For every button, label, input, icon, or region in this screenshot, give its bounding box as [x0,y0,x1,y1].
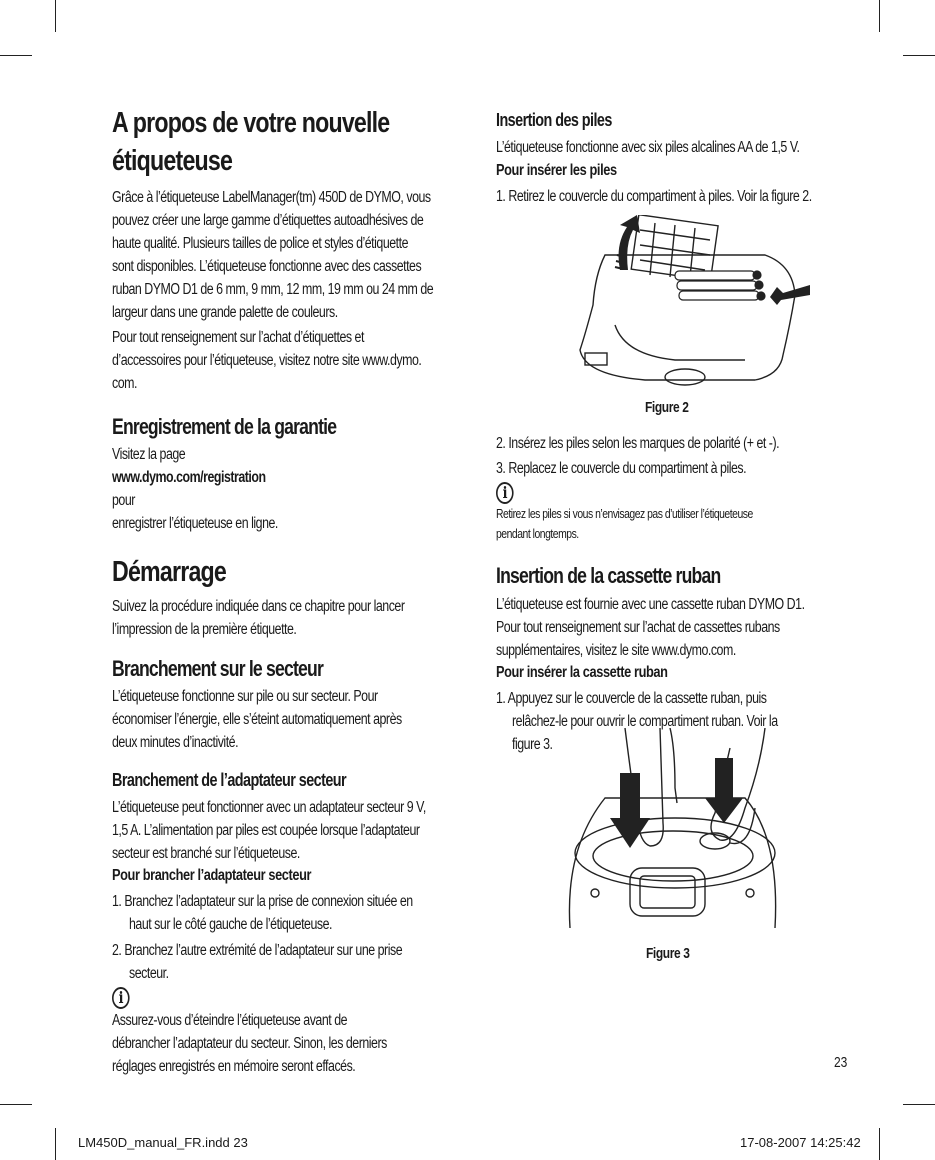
text-run: Assurez-vous d’éteindre l’étiqueteuse avant de [112,1012,348,1029]
purchase-paragraph [112,326,462,395]
text-line: supplémentaires, visitez le site www.dymo.com. [496,642,736,659]
crop-mark [0,55,32,56]
text-line: largeur dans une grande palette de couleurs. [112,304,338,321]
footer-filename: LM450D_manual_FR.indd 23 [78,1135,248,1150]
page-number-text: 23 [834,1054,848,1071]
title-line: A propos de votre nouvelle [112,107,390,139]
text-line: débrancher l’adaptateur du secteur. Sinon, les derniers [112,1035,387,1052]
adapter-heading [112,768,462,792]
text-line: haut sur le côté gauche de l’étiqueteuse. [129,916,332,933]
text-line: 3. Replacez le couvercle du compartiment à piles. [496,460,747,477]
text-line: L’étiqueteuse fonctionne sur pile ou sur secteur. Pour [112,688,378,705]
battery-note [496,482,841,544]
text-line: Pour tout renseignement sur l’achat d’étiquettes et [112,329,364,346]
text-line [112,987,392,1032]
cassette-heading [496,562,841,590]
text-run: Retirez les piles si vous n’envisagez pas d’utiliser l’étiqueteuse [496,506,753,521]
text-line: deux minutes d’inactivité. [112,734,239,751]
battery-step-3 [496,457,841,480]
caption-text: Figure 3 [646,945,690,962]
warranty-heading [112,413,462,441]
footer-timestamp: 17-08-2007 14:25:42 [740,1135,861,1150]
battery-step-2 [496,432,841,455]
text-run: pour [112,492,135,509]
text-line: d’accessoires pour l’étiqueteuse, visitez notre site www.dymo. [112,352,422,369]
heading-text: Insertion de la cassette ruban [496,563,721,588]
text-line: sont disponibles. L’étiqueteuse fonctionne avec des cassettes [112,258,422,275]
text-line: 1. Appuyez sur le couvercle de la cassette ruban, puis [496,690,767,707]
power-paragraph [112,685,462,754]
start-heading [112,553,462,591]
text-line: L’étiqueteuse est fournie avec une cassette ruban DYMO D1. [496,596,805,613]
crop-mark [903,1104,935,1105]
registration-link[interactable]: www.dymo.com/registration [112,469,266,486]
text-line: com. [112,375,137,392]
heading-text: Enregistrement de la garantie [112,414,337,439]
page-number [834,1054,851,1071]
heading-text: Branchement de l’adaptateur secteur [112,770,347,790]
crop-mark [879,1128,880,1160]
info-note [112,987,462,1078]
text-line: 1. Branchez l’adaptateur sur la prise de connexion située en [112,893,413,910]
text-line [112,443,392,512]
text-line: secteur. [129,965,169,982]
heading-text: Pour brancher l’adaptateur secteur [112,867,312,884]
right-column-lower [496,432,841,756]
heading-text: Branchement sur le secteur [112,656,324,681]
caption-text: Figure 2 [645,399,689,416]
power-heading [112,655,462,683]
text-line: Suivez la procédure indiquée dans ce chapitre pour lancer [112,598,405,615]
cassette-subheading [496,662,841,684]
left-column [112,104,462,1078]
text-line: 2. Insérez les piles selon les marques de polarité (+ et -). [496,435,780,452]
text-line: enregistrer l’étiqueteuse en ligne. [112,515,278,532]
connect-subheading [112,865,462,887]
text-line: L’étiqueteuse peut fonctionner avec un adaptateur secteur 9 V, [112,799,426,816]
text-line: 1. Retirez le couvercle du compartiment à piles. Voir la figure 2. [496,188,812,205]
page-title [112,104,462,180]
text-line: relâchez-le pour ouvrir le compartiment ruban. Voir la [512,713,778,730]
crop-mark [55,1128,56,1160]
text-line: Grâce à l’étiqueteuse LabelManager(tm) 450D de DYMO, vous [112,189,431,206]
text-line: Pour tout renseignement sur l’achat de cassettes rubans [496,619,780,636]
text-line: pouvez créer une large gamme d’étiquettes autoadhésives de [112,212,424,229]
battery-heading [496,108,841,132]
text-line: pendant longtemps. [496,526,579,541]
figure-3-caption [646,945,700,962]
text-line: secteur est branché sur l’étiqueteuse. [112,845,300,862]
text-line: 1,5 A. L’alimentation par piles est coupée lorsque l’adaptateur [112,822,420,839]
text-line: figure 3. [512,736,553,753]
text-line [496,482,772,524]
start-paragraph [112,595,462,641]
text-line: réglages enregistrés en mémoire seront effacés. [112,1058,356,1075]
crop-mark [879,0,880,32]
heading-text: Pour insérer les piles [496,162,617,179]
heading-text: Pour insérer la cassette ruban [496,664,668,681]
battery-step-1 [496,185,841,208]
info-icon: i [112,987,130,1009]
figure-2-illustration [565,215,815,390]
step-2 [112,939,462,985]
heading-text: Insertion des piles [496,110,612,130]
text-line: l’impression de la première étiquette. [112,621,297,638]
text-line: 2. Branchez l’autre extrémité de l’adaptateur sur une prise [112,942,403,959]
figure-3-illustration [565,728,780,933]
warranty-paragraph [112,443,462,535]
text-line: haute qualité. Plusieurs tailles de police et styles d’étiquette [112,235,409,252]
figure-2-caption [645,399,699,416]
right-column [496,108,841,208]
text-line: économiser l’énergie, elle s’éteint automatiquement après [112,711,402,728]
text-run: Visitez la page [112,446,186,463]
step-1 [112,890,462,936]
text-line: ruban DYMO D1 de 6 mm, 9 mm, 12 mm, 19 mm ou 24 mm de [112,281,434,298]
crop-mark [0,1104,32,1105]
adapter-paragraph [112,796,462,865]
text-line: L’étiqueteuse fonctionne avec six piles alcalines AA de 1,5 V. [496,139,800,156]
crop-mark [903,55,935,56]
heading-text: Démarrage [112,556,227,588]
battery-subheading [496,160,841,182]
cassette-paragraph [496,593,841,662]
battery-paragraph [496,136,841,159]
title-line: étiqueteuse [112,145,233,177]
intro-paragraph [112,186,462,324]
info-icon: i [496,482,514,504]
crop-mark [55,0,56,32]
